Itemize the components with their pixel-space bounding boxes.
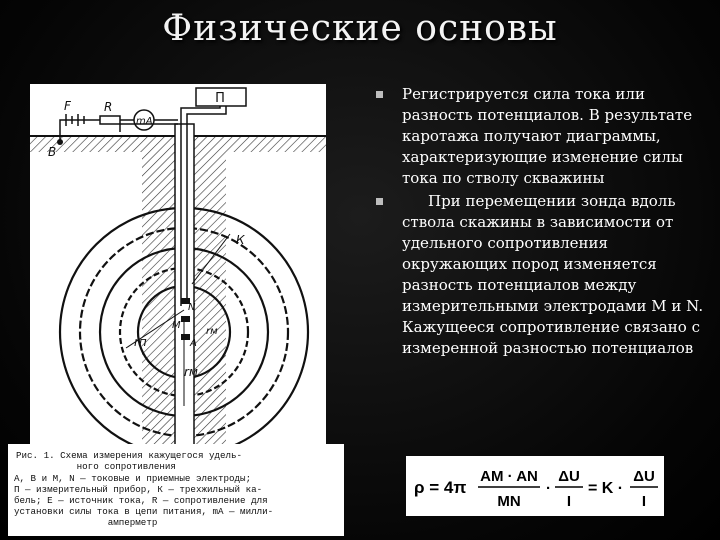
bullet-text: При перемещении зонда вдоль ствола скажины в зависимости от удельного сопротивления окружающих пород изменяется разность потенциалов между измерительными электродами М и N. Кажущееся сопротивление связано с измеренной разностью потенциалов bbox=[402, 192, 704, 357]
label-electrode-n: N bbox=[188, 302, 196, 313]
bullet-text: Регистрируется сила тока или разность потенциалов. В результате каротажа получают диаграммы, характеризующие изменение силы тока по стволу скважины bbox=[402, 85, 693, 187]
label-instrument: П bbox=[215, 91, 225, 106]
label-radius-m-small: rм bbox=[206, 326, 218, 337]
figure-caption bbox=[8, 444, 344, 536]
formula-rho: ρ = 4π bbox=[414, 478, 467, 497]
bullet-marker bbox=[376, 91, 383, 98]
label-radius-n: rп bbox=[134, 335, 147, 349]
bullet-item bbox=[370, 84, 710, 189]
label-milliammeter: mA bbox=[136, 116, 153, 127]
label-electrode-b: B bbox=[48, 145, 57, 159]
label-source: F bbox=[64, 99, 71, 113]
formula-den3: I bbox=[641, 493, 647, 510]
slide-title: Физические основы bbox=[162, 8, 558, 49]
label-resistor: R bbox=[104, 100, 113, 114]
caption-body: A, B и M, N — токовые и приемные электроды; П — измерительный прибор, К — трехжильный ка- бель; Е — источник тока, R — сопротивление для установки силы тока в цепи питания, mA — милли- амперметр bbox=[14, 473, 274, 528]
label-electrode-a: A bbox=[190, 338, 197, 349]
label-electrode-m: M bbox=[172, 320, 181, 331]
borehole-diagram bbox=[30, 84, 326, 446]
label-cable: К bbox=[236, 233, 245, 247]
bullet-list bbox=[370, 84, 710, 359]
formula-num2: ΔU bbox=[558, 468, 580, 485]
label-radius-m: rм bbox=[184, 365, 198, 379]
formula-num1: AM · AN bbox=[480, 468, 538, 485]
caption-title: Рис. 1. Схема измерения кажущегося удель- ного сопротивления bbox=[16, 450, 243, 472]
formula-num3: ΔU bbox=[633, 468, 655, 485]
electrode-b bbox=[57, 139, 63, 145]
resistivity-formula bbox=[406, 456, 664, 516]
formula-mid: = K · bbox=[588, 480, 624, 497]
bullet-marker bbox=[376, 198, 383, 205]
formula-dot: · bbox=[546, 480, 551, 497]
bullet-item bbox=[370, 191, 710, 359]
formula-den1: MN bbox=[497, 493, 521, 510]
formula-den2: I bbox=[566, 493, 572, 510]
